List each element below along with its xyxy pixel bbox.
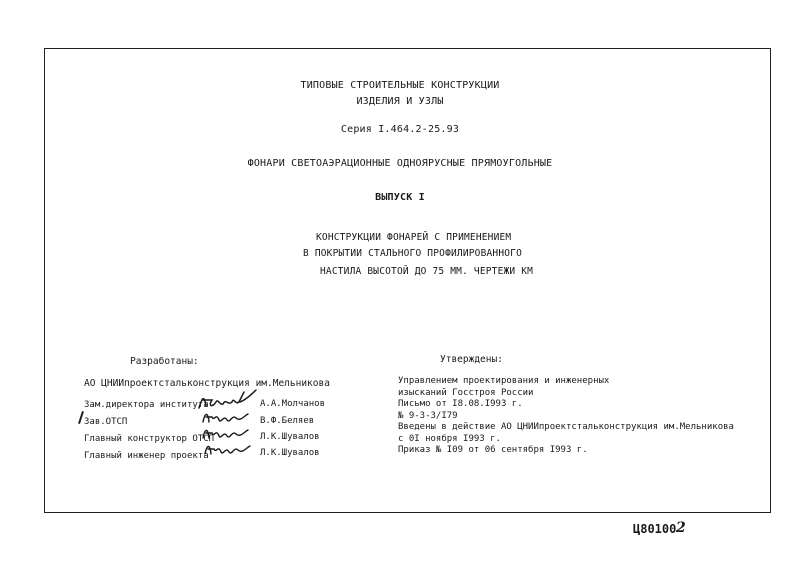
enactment-line: с 0I ноября I993 г.: [398, 433, 501, 444]
signatory-name: Л.К.Шувалов: [260, 448, 320, 458]
enactment-details: [398, 422, 734, 457]
issue-number: ВЫПУСК I: [375, 192, 425, 203]
handwritten-signature: [202, 440, 254, 458]
enactment-line: Введены в действие АО ЦНИИпроектстальконструкция им.Мельникова: [398, 422, 734, 432]
enactment-line: Приказ № I09 от 06 сентября I993 г.: [398, 445, 588, 455]
archive-stamp: Ц80100: [633, 522, 677, 536]
signatory-role: Главный конструктор ОТСП: [84, 434, 215, 444]
signatory-name: В.Ф.Беляев: [260, 416, 315, 426]
signatory-role: Зав.ОТСП: [84, 417, 128, 427]
subject-line-2: В ПОКРЫТИИ СТАЛЬНОГО ПРОФИЛИРОВАННОГО: [303, 248, 523, 259]
approval-details: [398, 376, 609, 422]
signatory-name: Л.К.Шувалов: [260, 432, 320, 442]
header-line-1: ТИПОВЫЕ СТРОИТЕЛЬНЫЕ КОНСТРУКЦИИ: [300, 80, 500, 91]
document-title: ФОНАРИ СВЕТОАЭРАЦИОННЫЕ ОДНОЯРУСНЫЕ ПРЯМОУГОЛЬНЫЕ: [247, 158, 553, 169]
approved-heading: Утверждены:: [440, 354, 503, 365]
approval-line: Письмо от I8.08.I993 г.: [398, 399, 523, 409]
signatory-name: А.А.Молчанов: [260, 399, 326, 409]
subject-line-3: НАСТИЛА ВЫСОТОЙ ДО 75 ММ. ЧЕРТЕЖИ КМ: [320, 266, 534, 277]
page-number: 2: [676, 520, 686, 536]
signatory-role: Зам.директора института: [84, 400, 209, 410]
approval-line: изысканий Госстроя России: [398, 387, 534, 398]
signatory-role: Главный инженер проекта: [84, 451, 209, 461]
subject-line-1: КОНСТРУКЦИИ ФОНАРЕЙ С ПРИМЕНЕНИЕМ: [316, 232, 512, 243]
series-number: Серия I.464.2-25.93: [340, 124, 460, 135]
approval-line: № 9-3-3/I79: [398, 410, 458, 421]
developed-heading: Разработаны:: [130, 356, 199, 367]
header-line-2: ИЗДЕЛИЯ И УЗЛЫ: [356, 96, 444, 107]
approval-line: Управлением проектирования и инженерных: [398, 376, 610, 386]
developer-organization: АО ЦНИИпроектстальконструкция им.Мельникова: [84, 378, 330, 389]
